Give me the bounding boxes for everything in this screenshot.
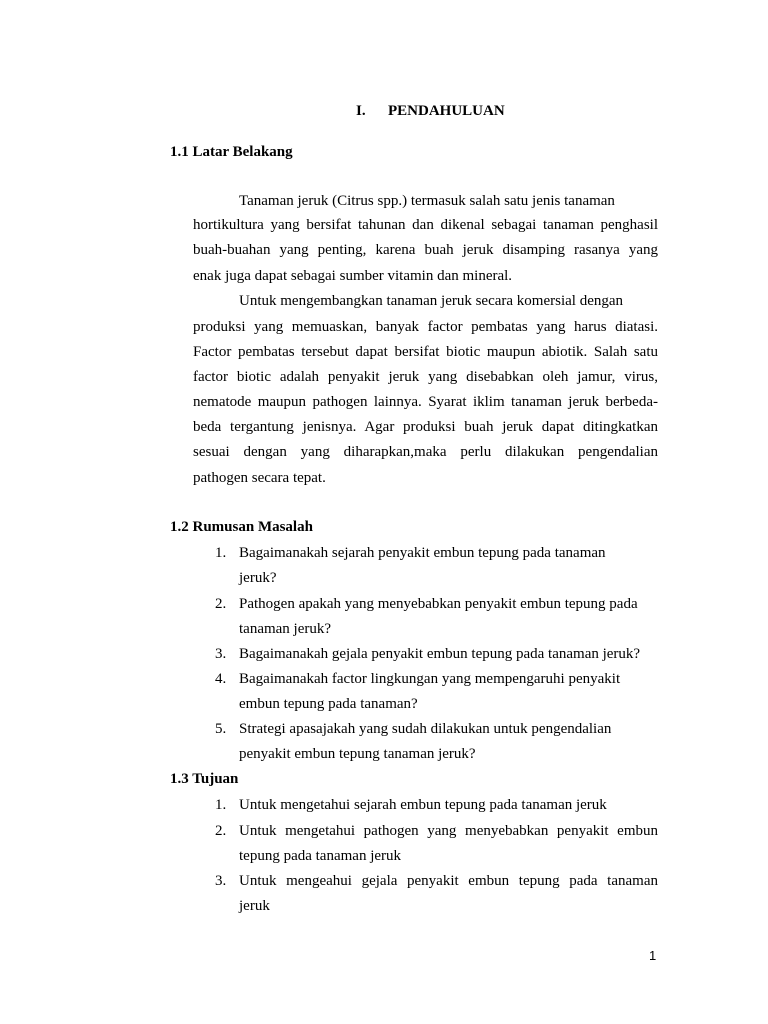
list-item-line: jeruk? [239,570,277,586]
list-item-line: Bagaimanakah sejarah penyakit embun tepung pada tanaman [239,545,606,561]
paragraph-line: Tanaman jeruk (Citrus spp.) termasuk salah satu jenis tanaman [239,193,615,209]
section-heading-latar-belakang: 1.1 Latar Belakang [170,144,293,160]
chapter-number: I. [356,103,366,119]
paragraph-line: sesuai dengan yang diharapkan,maka perlu dilakukan pengendalian [193,444,658,460]
paragraph-line: beda tergantung jenisnya. Agar produksi buah jeruk dapat ditingkatkan [193,419,658,435]
list-item-line: tanaman jeruk? [239,621,332,637]
paragraph-line: buah-buahan yang penting, karena buah jeruk disamping rasanya yang [193,242,658,258]
list-number: 3. [215,646,227,662]
list-item-line: Bagaimanakah gejala penyakit embun tepung pada tanaman jeruk? [239,646,641,662]
paragraph-line: Untuk mengembangkan tanaman jeruk secara komersial dengan [239,293,624,309]
section-heading-tujuan: 1.3 Tujuan [170,771,239,787]
list-number: 2. [215,596,227,612]
page-number: 1 [649,948,657,963]
paragraph-line: hortikultura yang bersifat tahunan dan dikenal sebagai tanaman penghasil [193,217,658,233]
paragraph-line: factor biotic adalah penyakit jeruk yang disebabkan oleh jamur, virus, [193,369,658,385]
paragraph-line: produksi yang memuaskan, banyak factor pembatas yang harus diatasi. [193,319,658,335]
section-heading-rumusan-masalah: 1.2 Rumusan Masalah [170,519,313,535]
paragraph-line: pathogen secara tepat. [193,470,326,486]
paragraph-line: enak juga dapat sebagai sumber vitamin dan mineral. [193,268,513,284]
list-item-line: Untuk mengeahui gejala penyakit embun tepung pada tanaman [239,873,658,889]
list-item-line: Bagaimanakah factor lingkungan yang mempengaruhi penyakit [239,671,621,687]
paragraph-line: Factor pembatas tersebut dapat bersifat biotic maupun abiotik. Salah satu [193,344,658,360]
list-item-line: Untuk mengetahui sejarah embun tepung pada tanaman jeruk [239,797,607,813]
paragraph-line: nematode maupun pathogen lainnya. Syarat iklim tanaman jeruk berbeda- [193,394,658,410]
list-number: 4. [215,671,227,687]
list-item-line: Untuk mengetahui pathogen yang menyebabkan penyakit embun [239,823,658,839]
list-number: 5. [215,721,227,737]
list-item-line: embun tepung pada tanaman? [239,696,418,712]
list-number: 2. [215,823,227,839]
list-item-line: penyakit embun tepung tanaman jeruk? [239,746,476,762]
list-number: 3. [215,873,227,889]
list-item-line: Pathogen apakah yang menyebabkan penyakit embun tepung pada [239,596,638,612]
list-item-line: tepung pada tanaman jeruk [239,848,402,864]
list-item-line: jeruk [239,898,270,914]
list-item-line: Strategi apasajakah yang sudah dilakukan untuk pengendalian [239,721,612,737]
chapter-title: PENDAHULUAN [388,103,505,119]
list-number: 1. [215,545,227,561]
list-number: 1. [215,797,227,813]
